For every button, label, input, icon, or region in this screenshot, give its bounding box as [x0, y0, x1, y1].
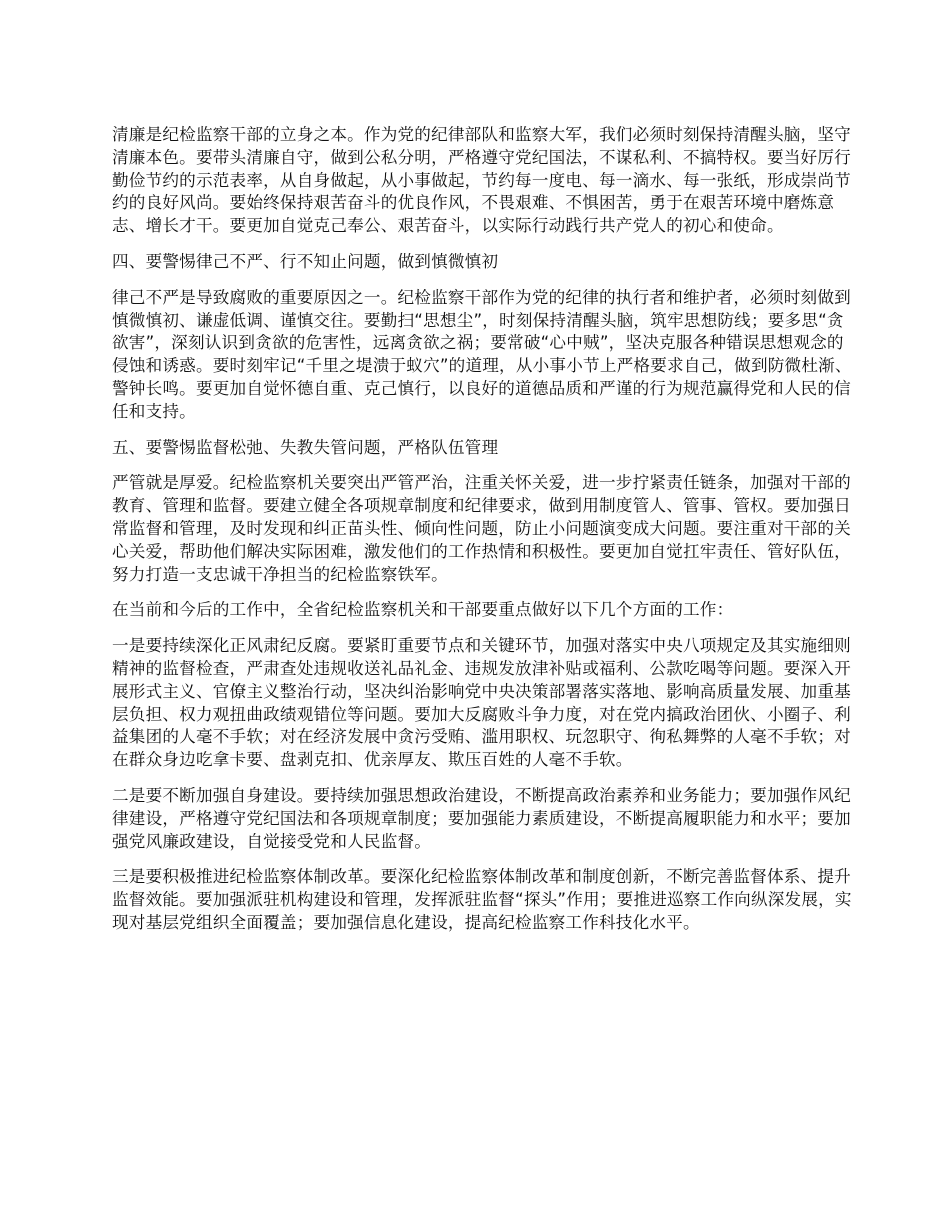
paragraph-task-1: 一是要持续深化正风肃纪反腐。要紧盯重要节点和关键环节，加强对落实中央八项规定及其实施细则精神的监督检查，严肃查处违规收送礼品礼金、违规发放津补贴或福利、公款吃喝等问题。要深入开展形式主义、官僚主义整治行动，坚决纠治影响党中央决策部署落实落地、影响高质量发展、加重基层负担、权力观扭曲政绩观错位等问题。要加大反腐败斗争力度，对在党内搞政治团伙、小圈子、利益集团的人毫不手软；对在经济发展中贪污受贿、滥用职权、玩忽职守、徇私舞弊的人毫不手软；对在群众身边吃拿卡要、盘剥克扣、优亲厚友、欺压百姓的人毫不手软。	[112, 636, 851, 770]
paragraph-strict-management: 严管就是厚爱。纪检监察机关要突出严管严治，注重关怀关爱，进一步拧紧责任链条，加强对干部的教育、管理和监督。要建立健全各项规章制度和纪律要求，做到用制度管人、管事、管权。要加强日常监督和管理，及时发现和纠正苗头性、倾向性问题，防止小问题演变成大问题。要注重对干部的关心关爱，帮助他们解决实际困难，激发他们的工作热情和积极性。要更加自觉扛牢责任、管好队伍，努力打造一支忠诚干净担当的纪检监察铁军。	[112, 473, 851, 584]
document-body	[112, 124, 856, 948]
paragraph-task-3: 三是要积极推进纪检监察体制改革。要深化纪检监察体制改革和制度创新，不断完善监督体系、提升监督效能。要加强派驻机构建设和管理，发挥派驻监督“探头”作用；要推进巡察工作向纵深发展，实现对基层党组织全面覆盖；要加强信息化建设，提高纪检监察工作科技化水平。	[112, 867, 852, 932]
section-heading-5: 五、要警惕监督松弛、失教失管问题，严格队伍管理	[112, 437, 499, 457]
paragraph-task-2: 二是要不断加强自身建设。要持续加强思想政治建设，不断提高政治素养和业务能力；要加强作风纪律建设，严格遵守党纪国法和各项规章制度；要加强能力素质建设，不断提高履职能力和水平；要加强党风廉政建设，自觉接受党和人民监督。	[112, 785, 851, 851]
paragraph-integrity: 清廉是纪检监察干部的立身之本。作为党的纪律部队和监察大军，我们必须时刻保持清醒头脑，坚守清廉本色。要带头清廉自守，做到公私分明，严格遵守党纪国法，不谋私利、不搞特权。要当好厉行勤俭节约的示范表率，从自身做起，从小事做起，节约每一度电、每一滴水、每一张纸，形成崇尚节约的良好风尚。要始终保持艰苦奋斗的优良作风，不畏艰难、不惧困苦，勇于在艰苦环境中磨炼意志、增长才干。要更加自觉克己奉公、艰苦奋斗，以实际行动践行共产党人的初心和使命。	[112, 125, 851, 236]
section-heading-4: 四、要警惕律己不严、行不知止问题，做到慎微慎初	[112, 251, 499, 271]
work-intro: 在当前和今后的工作中，全省纪检监察机关和干部要重点做好以下几个方面的工作：	[112, 600, 734, 620]
paragraph-self-discipline: 律己不严是导致腐败的重要原因之一。纪检监察干部作为党的纪律的执行者和维护者，必须时刻做到慎微慎初、谦虚低调、谨慎交往。要勤扫“思想尘”，时刻保持清醒头脑，筑牢思想防线；要多思“贪欲害”，深刻认识到贪欲的危害性，远离贪欲之祸；要常破“心中贼”，坚决克服各种错误思想观念的侵蚀和诱惑。要时刻牢记“千里之堤溃于蚁穴”的道理，从小事小节上严格要求自己，做到防微杜渐、警钟长鸣。要更加自觉怀德自重、克己慎行，以良好的道德品质和严谨的行为规范赢得党和人民的信任和支持。	[112, 287, 852, 421]
